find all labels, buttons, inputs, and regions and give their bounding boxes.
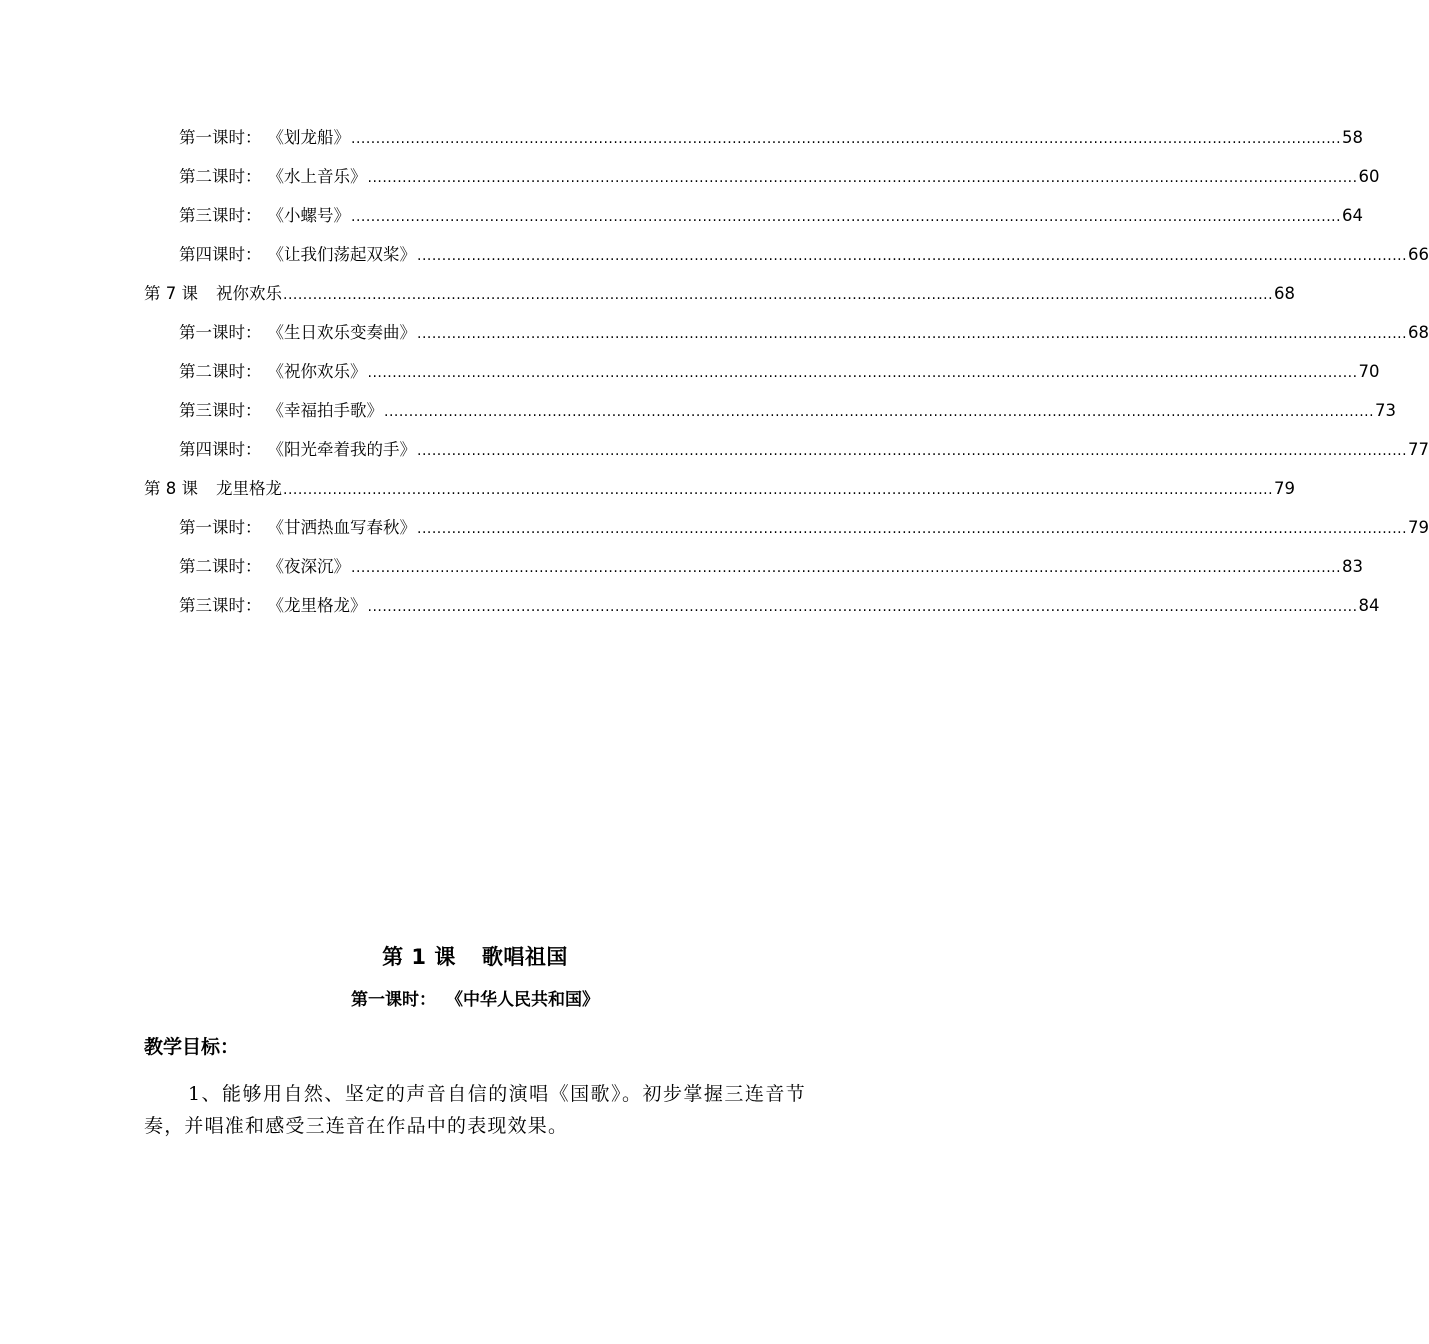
- toc-dot-leader: ........................................................................................................................................................................................................: [417, 443, 1408, 459]
- lesson-title: 歌唱祖国: [481, 945, 568, 969]
- toc-page-number: 77: [1408, 440, 1429, 459]
- toc-entry[interactable]: [179, 438, 1429, 462]
- toc-page-number: 68: [1408, 323, 1429, 342]
- toc-entry-title: 《让我们荡起双桨》: [267, 245, 416, 264]
- toc-dot-leader: ........................................................................................................................................................................................................: [417, 326, 1408, 342]
- toc-entry-label: 第一课时：: [179, 518, 262, 537]
- toc-entry-title: 《划龙船》: [267, 128, 350, 147]
- toc-page-number: 84: [1358, 596, 1380, 615]
- toc-page-number: 68: [1274, 284, 1296, 303]
- toc-entry-title: 《龙里格龙》: [267, 596, 367, 615]
- toc-dot-leader: ........................................................................................................................................................................................................: [367, 170, 1358, 186]
- toc-entry-label: 第三课时：: [179, 596, 262, 615]
- teaching-goal-paragraph: 1、能够用自然、坚定的声音自信的演唱《国歌》。初步掌握三连音节奏，并唱准和感受三连音在作品中的表现效果。: [144, 1083, 806, 1137]
- lesson-heading: [0, 942, 950, 972]
- toc-page-number: 70: [1358, 362, 1380, 381]
- toc-page-number: 73: [1375, 401, 1397, 420]
- toc-dot-leader: ........................................................................................................................................................................................................: [351, 560, 1342, 576]
- toc-entry[interactable]: [179, 165, 1380, 189]
- toc-entry-title: 《阳光牵着我的手》: [267, 440, 416, 459]
- toc-lesson-entry[interactable]: [144, 282, 1296, 306]
- toc-entry-label: 第三课时：: [179, 401, 262, 420]
- toc-dot-leader: ........................................................................................................................................................................................................: [367, 365, 1358, 381]
- toc-dot-leader: ........................................................................................................................................................................................................: [417, 521, 1408, 537]
- toc-dot-leader: ........................................................................................................................................................................................................: [384, 404, 1375, 420]
- toc-entry-label: 第三课时：: [179, 206, 262, 225]
- toc-entry[interactable]: [179, 516, 1429, 540]
- toc-entry-title: 《生日欢乐变奏曲》: [267, 323, 416, 342]
- period-title: 《中华人民共和国》: [446, 990, 599, 1010]
- toc-entry-title: 《甘洒热血写春秋》: [267, 518, 416, 537]
- toc-dot-leader: ........................................................................................................................................................................................................: [283, 287, 1274, 303]
- toc-entry-label: 第二课时：: [179, 362, 262, 381]
- lesson-number: 第 1 课: [382, 945, 456, 969]
- toc-entry-title: 龙里格龙: [216, 479, 282, 498]
- toc-dot-leader: ........................................................................................................................................................................................................: [367, 599, 1358, 615]
- toc-entry-label: 第二课时：: [179, 557, 262, 576]
- toc-lesson-entry[interactable]: [144, 477, 1296, 501]
- toc-dot-leader: ........................................................................................................................................................................................................: [283, 482, 1274, 498]
- toc-page-number: 79: [1408, 518, 1429, 537]
- period-heading: [0, 987, 950, 1013]
- toc-entry[interactable]: [179, 360, 1380, 384]
- toc-dot-leader: ........................................................................................................................................................................................................: [417, 248, 1408, 264]
- toc-entry-label: 第四课时：: [179, 245, 262, 264]
- toc-entry-title: 《水上音乐》: [267, 167, 367, 186]
- toc-page-number: 79: [1274, 479, 1296, 498]
- toc-entry-title: 祝你欢乐: [216, 284, 282, 303]
- toc-entry-title: 《祝你欢乐》: [267, 362, 367, 381]
- toc-entry[interactable]: [179, 204, 1364, 228]
- toc-entry-label: 第四课时：: [179, 440, 262, 459]
- teaching-goals-heading: 教学目标：: [144, 1036, 240, 1058]
- toc-entry[interactable]: [179, 321, 1429, 345]
- toc-entry-label: 第二课时：: [179, 167, 262, 186]
- toc-entry[interactable]: [179, 555, 1364, 579]
- toc-entry-label: 第 8 课: [144, 479, 198, 498]
- toc-entry-label: 第 7 课: [144, 284, 198, 303]
- toc-page-number: 60: [1358, 167, 1380, 186]
- toc-page-number: 66: [1408, 245, 1429, 264]
- toc-page-number: 64: [1342, 206, 1364, 225]
- toc-entry-title: 《小螺号》: [267, 206, 350, 225]
- toc-entry-title: 《夜深沉》: [267, 557, 350, 576]
- toc-dot-leader: ........................................................................................................................................................................................................: [351, 131, 1342, 147]
- toc-entry-label: 第一课时：: [179, 323, 262, 342]
- toc-entry[interactable]: [179, 126, 1364, 150]
- toc-entry-title: 《幸福拍手歌》: [267, 401, 383, 420]
- toc-entry-label: 第一课时：: [179, 128, 262, 147]
- toc-page-number: 83: [1342, 557, 1364, 576]
- period-label: 第一课时：: [351, 990, 436, 1010]
- toc-dot-leader: ........................................................................................................................................................................................................: [351, 209, 1342, 225]
- toc-page-number: 58: [1342, 128, 1364, 147]
- toc-entry[interactable]: [179, 594, 1380, 618]
- toc-entry[interactable]: [179, 399, 1397, 423]
- toc-entry[interactable]: [179, 243, 1429, 267]
